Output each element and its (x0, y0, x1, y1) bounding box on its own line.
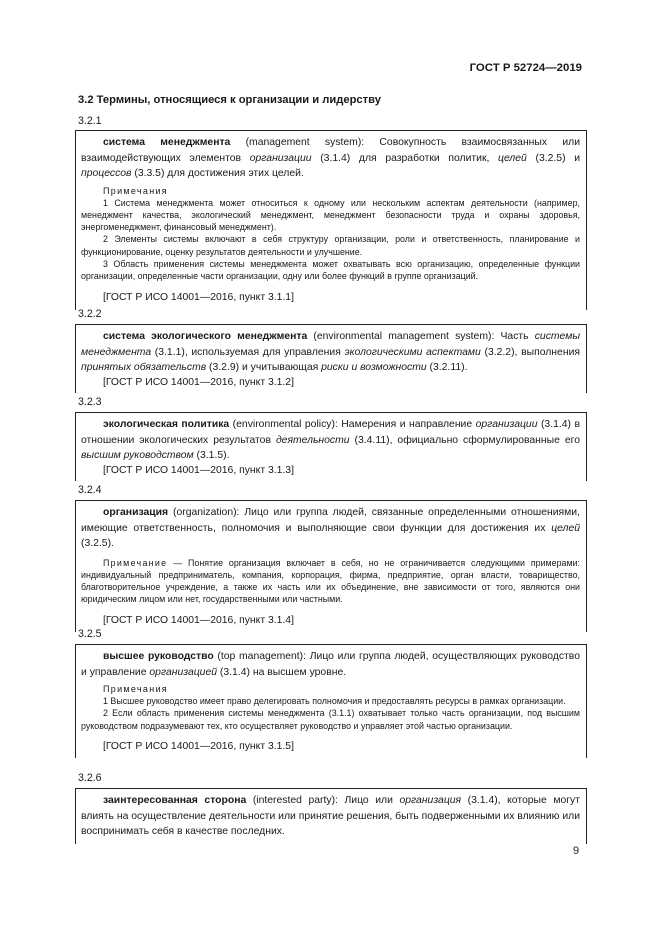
term-definition: экологическая политика (environmental policy): Намерения и направление организации (3.1.4) в отношении экологических результатов деятельности (3.4.11), официально сформулированные его высшим руководством (3.1.5). (81, 419, 581, 461)
notes-heading: Примечания (103, 684, 168, 694)
term-definition: система экологического менеджмента (environmental management system): Часть системы менеджмента (3.1.1), используемая для управления экологическими аспектами (3.2.2), выполнения принятых обязательств (3.2.9) и учитывающая риски и возможности (3.2.11). (81, 331, 580, 373)
note-label: Примечание (103, 557, 168, 568)
source-reference: [ГОСТ Р ИСО 14001—2016, пункт 3.1.5] (103, 740, 294, 752)
term-number: 3.2.4 (78, 484, 102, 496)
term-name: система менеджмента (103, 137, 231, 148)
term-name: заинтересованная сторона (103, 795, 247, 806)
term-definition: заинтересованная сторона (interested party): Лицо или организация (3.1.4), которые могут влиять на осуществление деятельности или принятие решения, быть подверженными их влиянию или воспринимать себя в качестве последних. (81, 795, 580, 837)
term-box-interested-party (75, 788, 587, 844)
term-box-environmental-policy (75, 412, 587, 481)
term-number: 3.2.3 (78, 396, 102, 408)
term-name: система экологического менеджмента (103, 331, 308, 342)
term-number: 3.2.6 (78, 772, 102, 784)
term-name: экологическая политика (103, 419, 230, 430)
term-number: 3.2.1 (78, 115, 102, 127)
term-name: высшее руководство (103, 651, 214, 662)
term-box-environmental-management-system (75, 324, 587, 393)
source-reference: [ГОСТ Р ИСО 14001—2016, пункт 3.1.1] (103, 291, 294, 303)
term-box-management-system (75, 130, 587, 310)
term-box-organization (75, 500, 587, 632)
term-definition: система менеджмента (management system): Совокупность взаимосвязанных или взаимодействующих элементов организации (3.1.4) для разработки политик, целей (3.2.5) и процессов (3.3.5) для достижения этих целей. (81, 137, 580, 179)
source-reference: [ГОСТ Р ИСО 14001—2016, пункт 3.1.2] (103, 376, 294, 388)
source-reference: [ГОСТ Р ИСО 14001—2016, пункт 3.1.4] (103, 614, 294, 626)
note-item: Примечание — Понятие организация включает в себя, но не ограничивается следующими примерами: индивидуальный предприниматель, компания, корпорация, фирма, предприятие, орган власти, товарищество, благотворительное учреждение, а также их часть или их объединение, вне зависимости от того, являются они юридическим лицом или нет, государственными или частными. (81, 557, 580, 605)
notes-heading: Примечания (103, 185, 168, 196)
standard-header: ГОСТ Р 52724—2019 (469, 62, 582, 74)
term-box-top-management (75, 644, 587, 758)
note-item: 1 Система менеджмента может относиться к одному или нескольким аспектам деятельности (например, менеджмент качества, экологический менеджмент, менеджмент безопасности труда и охраны здоровья, энергоменеджмент, финансовый менеджмент). (81, 197, 580, 233)
term-number: 3.2.2 (78, 308, 102, 320)
section-title: 3.2 Термины, относящиеся к организации и лидерству (78, 94, 381, 106)
note-item: 1 Высшее руководство имеет право делегировать полномочия и предоставлять ресурсы в рамках организации. (103, 696, 566, 706)
note-item: 2 Элементы системы включают в себя структуру организации, роли и ответственность, планирование и функционирование, оценку результатов деятельности и улучшение. (81, 234, 580, 257)
note-item: 3 Область применения системы менеджмента может охватывать всю организацию, определенные функции организации, определенные части организации, одну или более функций в группе организаций. (81, 258, 580, 282)
note-item: 2 Если область применения системы менеджмента (3.1.1) охватывает только часть организации, под высшим руководством подразумевают тех, кто осуществляет руководство и управляет этой частью организации. (81, 708, 580, 731)
term-definition: организация (organization): Лицо или группа людей, связанные определенными отношениями, имеющие ответственность, полномочия и выполняющие свои функции для достижения их целей (3.2.5). (81, 507, 580, 549)
term-name: организация (103, 507, 169, 518)
page-number: 9 (573, 845, 580, 857)
term-definition: высшее руководство (top management): Лицо или группа людей, осуществляющих руководство и управление организацией (3.1.4) на высшем уровне. (81, 651, 580, 678)
source-reference: [ГОСТ Р ИСО 14001—2016, пункт 3.1.3] (103, 464, 294, 476)
term-number: 3.2.5 (78, 628, 102, 640)
